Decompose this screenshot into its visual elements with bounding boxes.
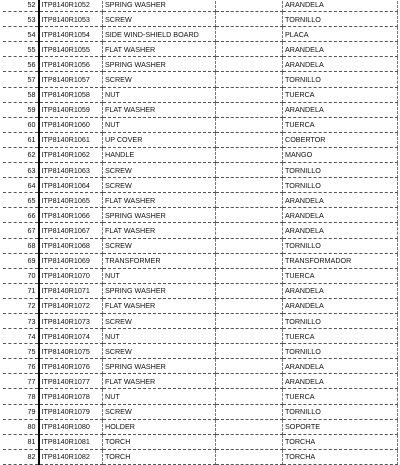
- english-name-cell: SPRING WASHER: [103, 359, 216, 374]
- english-name-cell: NUT: [103, 117, 216, 132]
- english-name-cell: FLAT WASHER: [103, 298, 216, 313]
- table-row: [3, 132, 398, 147]
- table-row: [3, 87, 398, 102]
- item-number-cell: 78: [3, 389, 39, 404]
- spacer-cell: [216, 87, 283, 102]
- english-name-cell: HOLDER: [103, 419, 216, 434]
- table-row: [3, 283, 398, 298]
- part-code-cell: ITP8140R1076: [39, 359, 103, 374]
- item-number-cell: 80: [3, 419, 39, 434]
- english-name-cell: FLAT WASHER: [103, 193, 216, 208]
- spanish-name-cell: ARANDELA: [283, 193, 398, 208]
- item-number-cell: 69: [3, 253, 39, 268]
- table-row: [3, 298, 398, 313]
- spacer-cell: [216, 12, 283, 27]
- item-number-cell: 60: [3, 117, 39, 132]
- table-row: [3, 208, 398, 223]
- part-code-cell: ITP8140R1077: [39, 374, 103, 389]
- english-name-cell: SPRING WASHER: [103, 283, 216, 298]
- spacer-cell: [216, 374, 283, 389]
- spacer-cell: [216, 283, 283, 298]
- spacer-cell: [216, 178, 283, 193]
- table-row: [3, 223, 398, 238]
- item-number-cell: 65: [3, 193, 39, 208]
- table-row: [3, 449, 398, 464]
- spacer-cell: [216, 329, 283, 344]
- spacer-cell: [216, 313, 283, 328]
- spacer-cell: [216, 42, 283, 57]
- table-row: [3, 359, 398, 374]
- english-name-cell: NUT: [103, 389, 216, 404]
- spanish-name-cell: ARANDELA: [283, 208, 398, 223]
- spanish-name-cell: TORNILLO: [283, 163, 398, 178]
- spacer-cell: [216, 298, 283, 313]
- item-number-cell: 57: [3, 72, 39, 87]
- english-name-cell: SCREW: [103, 313, 216, 328]
- spanish-name-cell: TORNILLO: [283, 72, 398, 87]
- english-name-cell: SCREW: [103, 163, 216, 178]
- item-number-cell: 73: [3, 313, 39, 328]
- english-name-cell: FLAT WASHER: [103, 223, 216, 238]
- english-name-cell: SCREW: [103, 344, 216, 359]
- spanish-name-cell: TUERCA: [283, 87, 398, 102]
- item-number-cell: 55: [3, 42, 39, 57]
- parts-table: [2, 0, 398, 465]
- english-name-cell: TORCH: [103, 434, 216, 449]
- english-name-cell: FLAT WASHER: [103, 102, 216, 117]
- table-row: [3, 329, 398, 344]
- part-code-cell: ITP8140R1066: [39, 208, 103, 223]
- english-name-cell: SCREW: [103, 12, 216, 27]
- spacer-cell: [216, 57, 283, 72]
- table-row: [3, 268, 398, 283]
- spacer-cell: [216, 419, 283, 434]
- english-name-cell: NUT: [103, 268, 216, 283]
- part-code-cell: ITP8140R1054: [39, 27, 103, 42]
- english-name-cell: UP COVER: [103, 132, 216, 147]
- english-name-cell: SCREW: [103, 72, 216, 87]
- table-row: [3, 0, 398, 12]
- spanish-name-cell: ARANDELA: [283, 283, 398, 298]
- spanish-name-cell: TORNILLO: [283, 178, 398, 193]
- part-code-cell: ITP8140R1079: [39, 404, 103, 419]
- spanish-name-cell: TORCHA: [283, 434, 398, 449]
- table-row: [3, 193, 398, 208]
- spacer-cell: [216, 253, 283, 268]
- english-name-cell: SIDE WIND-SHIELD BOARD: [103, 27, 216, 42]
- part-code-cell: ITP8140R1074: [39, 329, 103, 344]
- part-code-cell: ITP8140R1061: [39, 132, 103, 147]
- item-number-cell: 75: [3, 344, 39, 359]
- spacer-cell: [216, 223, 283, 238]
- spanish-name-cell: ARANDELA: [283, 359, 398, 374]
- spanish-name-cell: TORNILLO: [283, 12, 398, 27]
- spanish-name-cell: TORNILLO: [283, 238, 398, 253]
- part-code-cell: ITP8140R1070: [39, 268, 103, 283]
- item-number-cell: 56: [3, 57, 39, 72]
- item-number-cell: 71: [3, 283, 39, 298]
- spacer-cell: [216, 117, 283, 132]
- part-code-cell: ITP8140R1064: [39, 178, 103, 193]
- english-name-cell: SCREW: [103, 238, 216, 253]
- spanish-name-cell: TORNILLO: [283, 404, 398, 419]
- part-code-cell: ITP8140R1067: [39, 223, 103, 238]
- item-number-cell: 64: [3, 178, 39, 193]
- english-name-cell: NUT: [103, 87, 216, 102]
- spacer-cell: [216, 389, 283, 404]
- item-number-cell: 53: [3, 12, 39, 27]
- spanish-name-cell: ARANDELA: [283, 102, 398, 117]
- item-number-cell: 59: [3, 102, 39, 117]
- spacer-cell: [216, 359, 283, 374]
- table-row: [3, 253, 398, 268]
- spanish-name-cell: PLACA: [283, 27, 398, 42]
- spacer-cell: [216, 27, 283, 42]
- item-number-cell: 79: [3, 404, 39, 419]
- item-number-cell: 82: [3, 449, 39, 464]
- item-number-cell: 58: [3, 87, 39, 102]
- part-code-cell: ITP8140R1057: [39, 72, 103, 87]
- spanish-name-cell: ARANDELA: [283, 57, 398, 72]
- english-name-cell: FLAT WASHER: [103, 42, 216, 57]
- english-name-cell: HANDLE: [103, 147, 216, 162]
- table-row: [3, 313, 398, 328]
- part-code-cell: ITP8140R1065: [39, 193, 103, 208]
- table-row: [3, 42, 398, 57]
- spanish-name-cell: TUERCA: [283, 117, 398, 132]
- part-code-cell: ITP8140R1055: [39, 42, 103, 57]
- part-code-cell: ITP8140R1069: [39, 253, 103, 268]
- part-code-cell: ITP8140R1072: [39, 298, 103, 313]
- spanish-name-cell: ARANDELA: [283, 374, 398, 389]
- english-name-cell: SCREW: [103, 178, 216, 193]
- part-code-cell: ITP8140R1078: [39, 389, 103, 404]
- part-code-cell: ITP8140R1058: [39, 87, 103, 102]
- part-code-cell: ITP8140R1081: [39, 434, 103, 449]
- spacer-cell: [216, 449, 283, 464]
- part-code-cell: ITP8140R1080: [39, 419, 103, 434]
- item-number-cell: 62: [3, 147, 39, 162]
- spanish-name-cell: ARANDELA: [283, 0, 398, 12]
- item-number-cell: 74: [3, 329, 39, 344]
- part-code-cell: ITP8140R1071: [39, 283, 103, 298]
- item-number-cell: 70: [3, 268, 39, 283]
- part-code-cell: ITP8140R1053: [39, 12, 103, 27]
- table-row: [3, 238, 398, 253]
- parts-table-body: [3, 0, 398, 464]
- table-row: [3, 117, 398, 132]
- spanish-name-cell: TRANSFORMADOR: [283, 253, 398, 268]
- spacer-cell: [216, 344, 283, 359]
- spanish-name-cell: TUERCA: [283, 268, 398, 283]
- item-number-cell: 66: [3, 208, 39, 223]
- item-number-cell: 76: [3, 359, 39, 374]
- spanish-name-cell: TUERCA: [283, 389, 398, 404]
- item-number-cell: 81: [3, 434, 39, 449]
- table-row: [3, 404, 398, 419]
- spanish-name-cell: TORNILLO: [283, 344, 398, 359]
- part-code-cell: ITP8140R1056: [39, 57, 103, 72]
- part-code-cell: ITP8140R1059: [39, 102, 103, 117]
- part-code-cell: ITP8140R1062: [39, 147, 103, 162]
- spanish-name-cell: SOPORTE: [283, 419, 398, 434]
- spacer-cell: [216, 72, 283, 87]
- part-code-cell: ITP8140R1060: [39, 117, 103, 132]
- table-row: [3, 434, 398, 449]
- part-code-cell: ITP8140R1068: [39, 238, 103, 253]
- english-name-cell: SPRING WASHER: [103, 0, 216, 12]
- spacer-cell: [216, 0, 283, 12]
- spanish-name-cell: ARANDELA: [283, 223, 398, 238]
- table-row: [3, 27, 398, 42]
- spacer-cell: [216, 193, 283, 208]
- english-name-cell: NUT: [103, 329, 216, 344]
- part-code-cell: ITP8140R1073: [39, 313, 103, 328]
- spanish-name-cell: TORNILLO: [283, 313, 398, 328]
- part-code-cell: ITP8140R1063: [39, 163, 103, 178]
- english-name-cell: SCREW: [103, 404, 216, 419]
- english-name-cell: TORCH: [103, 449, 216, 464]
- table-row: [3, 178, 398, 193]
- table-row: [3, 72, 398, 87]
- item-number-cell: 68: [3, 238, 39, 253]
- part-code-cell: ITP8140R1082: [39, 449, 103, 464]
- item-number-cell: 77: [3, 374, 39, 389]
- item-number-cell: 67: [3, 223, 39, 238]
- spacer-cell: [216, 268, 283, 283]
- item-number-cell: 63: [3, 163, 39, 178]
- spacer-cell: [216, 102, 283, 117]
- item-number-cell: 54: [3, 27, 39, 42]
- spacer-cell: [216, 434, 283, 449]
- table-row: [3, 102, 398, 117]
- spacer-cell: [216, 238, 283, 253]
- spacer-cell: [216, 132, 283, 147]
- item-number-cell: 61: [3, 132, 39, 147]
- english-name-cell: TRANSFORMER: [103, 253, 216, 268]
- english-name-cell: FLAT WASHER: [103, 374, 216, 389]
- english-name-cell: SPRING WASHER: [103, 57, 216, 72]
- spacer-cell: [216, 208, 283, 223]
- table-row: [3, 12, 398, 27]
- table-row: [3, 163, 398, 178]
- table-row: [3, 389, 398, 404]
- table-row: [3, 374, 398, 389]
- spanish-name-cell: COBERTOR: [283, 132, 398, 147]
- table-row: [3, 419, 398, 434]
- spanish-name-cell: MANGO: [283, 147, 398, 162]
- spanish-name-cell: TORCHA: [283, 449, 398, 464]
- item-number-cell: 72: [3, 298, 39, 313]
- spacer-cell: [216, 147, 283, 162]
- spanish-name-cell: TUERCA: [283, 329, 398, 344]
- table-row: [3, 57, 398, 72]
- item-number-cell: 52: [3, 0, 39, 12]
- english-name-cell: SPRING WASHER: [103, 208, 216, 223]
- part-code-cell: ITP8140R1075: [39, 344, 103, 359]
- table-row: [3, 344, 398, 359]
- part-code-cell: ITP8140R1052: [39, 0, 103, 12]
- spacer-cell: [216, 163, 283, 178]
- table-row: [3, 147, 398, 162]
- spacer-cell: [216, 404, 283, 419]
- spanish-name-cell: ARANDELA: [283, 298, 398, 313]
- spanish-name-cell: ARANDELA: [283, 42, 398, 57]
